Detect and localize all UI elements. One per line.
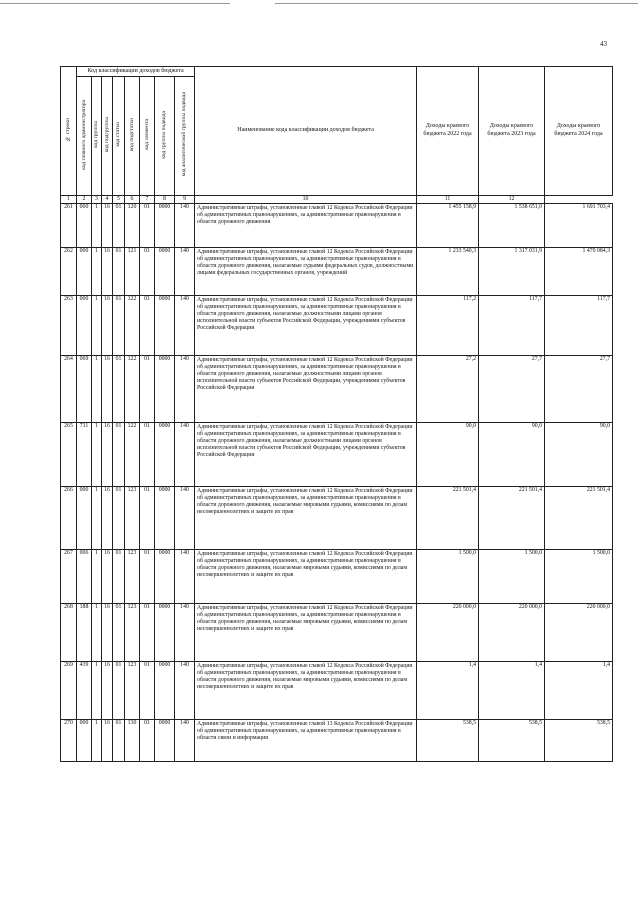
article-code-cell: 01 <box>113 550 125 604</box>
column-number: 6 <box>125 196 140 204</box>
budget-income-table <box>60 66 613 762</box>
element-code-cell: 01 <box>140 550 155 604</box>
analytic-group-cell: 140 <box>175 248 195 296</box>
income-2024-cell: 1 470 084,3 <box>545 248 613 296</box>
element-code-cell: 01 <box>140 662 155 720</box>
income-2022-cell: 1 233 540,3 <box>417 248 479 296</box>
article-code-cell: 01 <box>113 248 125 296</box>
admin-code-cell: 000 <box>77 720 92 762</box>
subarticle-code-cell: 123 <box>125 550 140 604</box>
subgroup-code-cell: 16 <box>102 423 113 487</box>
column-number: 2 <box>77 196 92 204</box>
article-code-cell: 01 <box>113 423 125 487</box>
table-row <box>61 487 613 550</box>
subarticle-code-cell: 122 <box>125 423 140 487</box>
subgroup-code-cell: 16 <box>102 356 113 423</box>
admin-code-cell: 711 <box>77 423 92 487</box>
income-2023-cell: 117,7 <box>479 296 545 356</box>
table-row <box>61 604 613 662</box>
column-number: 4 <box>102 196 113 204</box>
income-2024-cell: 117,7 <box>545 296 613 356</box>
article-code-cell: 01 <box>113 204 125 248</box>
column-number: 5 <box>113 196 125 204</box>
name-cell: Административные штрафы, установленные главой 12 Кодекса Российской Федерации об административных правонарушениях, за административные правонарушения в области дорожного движения, налагаемые мировыми судьями, комиссиями по делам несовершеннолетних и защите их прав <box>195 604 417 662</box>
subarticle-code-cell: 122 <box>125 296 140 356</box>
top-rule-right <box>275 3 638 4</box>
table-row <box>61 296 613 356</box>
analytic-group-cell: 140 <box>175 662 195 720</box>
element-code-cell: 01 <box>140 296 155 356</box>
analytic-group-cell: 140 <box>175 487 195 550</box>
column-number: 10 <box>195 196 417 204</box>
subtype-group-cell: 0000 <box>155 487 175 550</box>
group-code-cell: 1 <box>92 604 102 662</box>
row-number-header: № строки <box>61 67 77 196</box>
subarticle-code-cell: 121 <box>125 248 140 296</box>
column-number: 12 <box>479 196 545 204</box>
table-row <box>61 248 613 296</box>
column-number: 9 <box>175 196 195 204</box>
code-column-header: код группы подвида <box>155 77 175 196</box>
subgroup-code-cell: 16 <box>102 662 113 720</box>
income-2022-cell: 1 455 158,9 <box>417 204 479 248</box>
subtype-group-cell: 0000 <box>155 662 175 720</box>
column-number: 8 <box>155 196 175 204</box>
group-code-cell: 1 <box>92 662 102 720</box>
table-row <box>61 720 613 762</box>
element-code-cell: 01 <box>140 423 155 487</box>
code-column-header: код статьи <box>113 77 125 196</box>
row-number-cell: 261 <box>61 204 77 248</box>
analytic-group-cell: 140 <box>175 204 195 248</box>
code-column-header: код группы <box>92 77 102 196</box>
name-cell: Административные штрафы, установленные главой 12 Кодекса Российской Федерации об административных правонарушениях, за административные правонарушения в области дорожного движения <box>195 204 417 248</box>
income-2022-cell: 1,4 <box>417 662 479 720</box>
element-code-cell: 01 <box>140 720 155 762</box>
subtype-group-cell: 0000 <box>155 204 175 248</box>
income-2022-cell: 220 000,0 <box>417 604 479 662</box>
admin-code-cell: 188 <box>77 604 92 662</box>
subgroup-code-cell: 16 <box>102 604 113 662</box>
admin-code-cell: 000 <box>77 204 92 248</box>
income-2023-cell: 1 538 651,0 <box>479 204 545 248</box>
element-code-cell: 01 <box>140 248 155 296</box>
article-code-cell: 01 <box>113 604 125 662</box>
admin-code-cell: 000 <box>77 248 92 296</box>
subgroup-code-cell: 16 <box>102 204 113 248</box>
subtype-group-cell: 0000 <box>155 356 175 423</box>
name-cell: Административные штрафы, установленные главой 12 Кодекса Российской Федерации об административных правонарушениях, за административные правонарушения в области дорожного движения, налагаемые должностными лицами органов исполнительной власти субъектов Российской Федерации, учреждениями субъектов Российской Федерации <box>195 423 417 487</box>
analytic-group-cell: 140 <box>175 604 195 662</box>
code-column-header: код главного администратора <box>77 77 92 196</box>
subarticle-code-cell: 130 <box>125 720 140 762</box>
row-number-cell: 264 <box>61 356 77 423</box>
name-column-header: Наименование кода классификации доходов бюджета <box>195 67 417 196</box>
group-code-cell: 1 <box>92 487 102 550</box>
element-code-cell: 01 <box>140 204 155 248</box>
code-column-header: код аналитической группы подвида <box>175 77 195 196</box>
subarticle-code-cell: 123 <box>125 662 140 720</box>
income-2024-cell: 538,5 <box>545 720 613 762</box>
income-2024-cell: 1 500,0 <box>545 550 613 604</box>
row-number-cell: 262 <box>61 248 77 296</box>
group-code-cell: 1 <box>92 550 102 604</box>
analytic-group-cell: 140 <box>175 423 195 487</box>
group-code-cell: 1 <box>92 720 102 762</box>
row-number-cell: 270 <box>61 720 77 762</box>
income-2023-header: Доходы краевого бюджета 2023 года <box>479 67 545 196</box>
analytic-group-cell: 140 <box>175 296 195 356</box>
income-2024-cell: 1 691 703,4 <box>545 204 613 248</box>
element-code-cell: 01 <box>140 356 155 423</box>
code-column-header: код подстатьи <box>125 77 140 196</box>
subgroup-code-cell: 16 <box>102 487 113 550</box>
name-cell: Административные штрафы, установленные главой 12 Кодекса Российской Федерации об административных правонарушениях, за административные правонарушения в области дорожного движения, налагаемые должностными лицами органов исполнительной власти субъектов Российской Федерации, учреждениями субъектов Российской Федерации <box>195 356 417 423</box>
element-code-cell: 01 <box>140 487 155 550</box>
income-2023-cell: 538,5 <box>479 720 545 762</box>
page-number: 43 <box>600 40 607 48</box>
table-row <box>61 356 613 423</box>
name-cell: Административные штрафы, установленные главой 12 Кодекса Российской Федерации об административных правонарушениях, за административные правонарушения в области дорожного движения, налагаемые мировыми судьями, комиссиями по делам несовершеннолетних и защите их прав <box>195 487 417 550</box>
subtype-group-cell: 0000 <box>155 720 175 762</box>
name-cell: Административные штрафы, установленные главой 12 Кодекса Российской Федерации об административных правонарушениях, за административные правонарушения в области дорожного движения, налагаемые должностными лицами органов исполнительной власти субъектов Российской Федерации, учреждениями субъектов Российской Федерации <box>195 296 417 356</box>
income-2022-cell: 117,2 <box>417 296 479 356</box>
table-row <box>61 550 613 604</box>
income-2023-cell: 1,4 <box>479 662 545 720</box>
subtype-group-cell: 0000 <box>155 550 175 604</box>
group-code-cell: 1 <box>92 356 102 423</box>
subgroup-code-cell: 16 <box>102 296 113 356</box>
subarticle-code-cell: 123 <box>125 487 140 550</box>
table-row <box>61 423 613 487</box>
name-cell: Административные штрафы, установленные главой 13 Кодекса Российской Федерации об административных правонарушениях, за административные правонарушения в области связи и информации <box>195 720 417 762</box>
row-number-cell: 269 <box>61 662 77 720</box>
subarticle-code-cell: 122 <box>125 356 140 423</box>
column-number: 11 <box>417 196 479 204</box>
table-row <box>61 204 613 248</box>
admin-code-cell: 006 <box>77 550 92 604</box>
income-2022-cell: 538,5 <box>417 720 479 762</box>
income-2024-cell: 220 000,0 <box>545 604 613 662</box>
column-number: 1 <box>61 196 77 204</box>
subtype-group-cell: 0000 <box>155 296 175 356</box>
code-column-header: код элемента <box>140 77 155 196</box>
group-code-cell: 1 <box>92 423 102 487</box>
group-code-cell: 1 <box>92 248 102 296</box>
subtype-group-cell: 0000 <box>155 423 175 487</box>
subtype-group-cell: 0000 <box>155 604 175 662</box>
income-2023-cell: 1 317 031,9 <box>479 248 545 296</box>
income-2023-cell: 220 000,0 <box>479 604 545 662</box>
group-code-cell: 1 <box>92 296 102 356</box>
admin-code-cell: 000 <box>77 487 92 550</box>
income-2023-cell: 1 500,0 <box>479 550 545 604</box>
name-cell: Административные штрафы, установленные главой 12 Кодекса Российской Федерации об административных правонарушениях, за административные правонарушения в области дорожного движения, налагаемые мировыми судьями, комиссиями по делам несовершеннолетних и защите их прав <box>195 662 417 720</box>
name-cell: Административные штрафы, установленные главой 12 Кодекса Российской Федерации об административных правонарушениях, за административные правонарушения в области дорожного движения, налагаемые мировыми судьями, комиссиями по делам несовершеннолетних и защите их прав <box>195 550 417 604</box>
row-number-cell: 265 <box>61 423 77 487</box>
article-code-cell: 01 <box>113 356 125 423</box>
article-code-cell: 01 <box>113 487 125 550</box>
column-number: 7 <box>140 196 155 204</box>
income-2022-header: Доходы краевого бюджета 2022 года <box>417 67 479 196</box>
row-number-cell: 263 <box>61 296 77 356</box>
row-number-cell: 266 <box>61 487 77 550</box>
column-number: 3 <box>92 196 102 204</box>
income-2024-cell: 27,7 <box>545 356 613 423</box>
income-2023-cell: 90,0 <box>479 423 545 487</box>
subgroup-code-cell: 16 <box>102 550 113 604</box>
table-row <box>61 662 613 720</box>
income-2022-cell: 1 500,0 <box>417 550 479 604</box>
analytic-group-cell: 140 <box>175 550 195 604</box>
article-code-cell: 01 <box>113 662 125 720</box>
code-column-header: код подгруппы <box>102 77 113 196</box>
name-cell: Административные штрафы, установленные главой 12 Кодекса Российской Федерации об административных правонарушениях, за административные правонарушения в области дорожного движения, налагаемые судьями федеральных судов, должностными лицами федеральных государственных органов, учреждений <box>195 248 417 296</box>
element-code-cell: 01 <box>140 604 155 662</box>
admin-code-cell: 069 <box>77 356 92 423</box>
admin-code-cell: 000 <box>77 296 92 356</box>
article-code-cell: 01 <box>113 720 125 762</box>
analytic-group-cell: 140 <box>175 356 195 423</box>
classification-group-header: Код классификации доходов бюджета <box>77 67 195 77</box>
column-number-row <box>61 196 613 204</box>
income-2023-cell: 27,7 <box>479 356 545 423</box>
income-2024-cell: 1,4 <box>545 662 613 720</box>
income-2023-cell: 221 501,4 <box>479 487 545 550</box>
income-2022-cell: 221 501,4 <box>417 487 479 550</box>
subarticle-code-cell: 123 <box>125 604 140 662</box>
income-2024-cell: 221 501,4 <box>545 487 613 550</box>
income-2022-cell: 27,2 <box>417 356 479 423</box>
subtype-group-cell: 0000 <box>155 248 175 296</box>
row-number-cell: 268 <box>61 604 77 662</box>
admin-code-cell: 439 <box>77 662 92 720</box>
analytic-group-cell: 140 <box>175 720 195 762</box>
income-2024-cell: 90,0 <box>545 423 613 487</box>
group-code-cell: 1 <box>92 204 102 248</box>
subarticle-code-cell: 120 <box>125 204 140 248</box>
subgroup-code-cell: 16 <box>102 720 113 762</box>
article-code-cell: 01 <box>113 296 125 356</box>
subgroup-code-cell: 16 <box>102 248 113 296</box>
income-2022-cell: 90,0 <box>417 423 479 487</box>
income-2024-header: Доходы краевого бюджета 2024 года <box>545 67 613 196</box>
row-number-cell: 267 <box>61 550 77 604</box>
top-rule-left <box>0 3 230 4</box>
